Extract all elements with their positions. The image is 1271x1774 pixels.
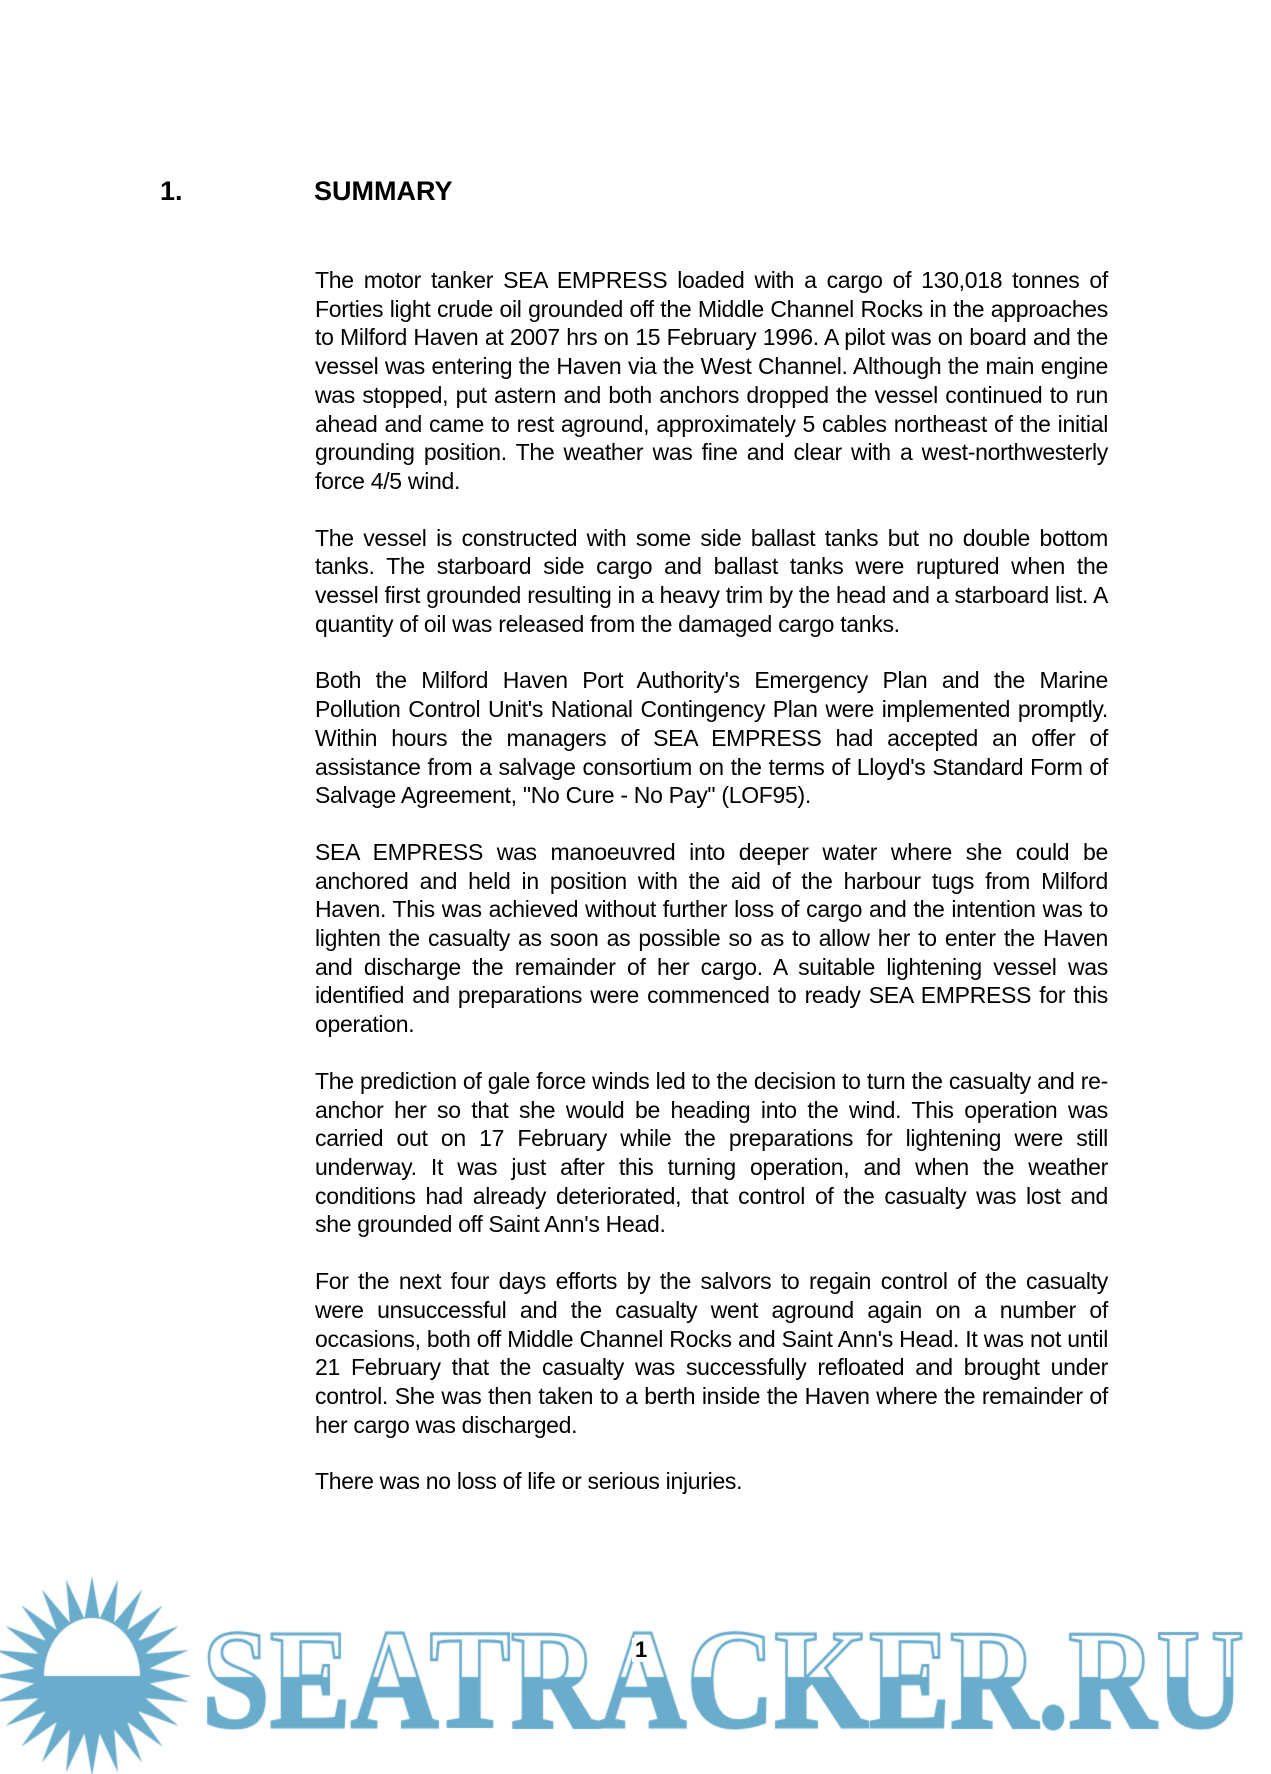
paragraph-3: Both the Milford Haven Port Authority's Emergency Plan and the Marine Pollution Control Unit's National Contingency Plan were implemented promptly. Within hours the managers of SEA EMPRESS had accepted an offer of assistance from a salvage consortium on the terms of Lloyd's Standard Form of Salvage Agreement, "No Cure - No Pay" (LOF95). — [315, 667, 1108, 809]
section-title: SUMMARY — [314, 176, 453, 206]
page-number: 1 — [632, 1638, 650, 1662]
seatracker-watermark-logo — [0, 1575, 1271, 1774]
paragraph-2: The vessel is constructed with some side ballast tanks but no double bottom tanks. The starboard side cargo and ballast tanks were ruptured when the vessel first grounded resulting in a heavy trim by the head and a starboard list. A quantity of oil was released from the damaged cargo tanks. — [315, 524, 1108, 637]
section-number: 1. — [160, 176, 183, 206]
paragraph-5: The prediction of gale force winds led to the decision to turn the casualty and re-anchor her so that she would be heading into the wind. This operation was carried out on 17 February while the preparations for lightening were still underway. It was just after this turning operation, and when the weather conditions had already deteriorated, that control of the casualty was lost and she grounded off Saint Ann's Head. — [315, 1067, 1108, 1238]
paragraph-6: For the next four days efforts by the salvors to regain control of the casualty were unsuccessful and the casualty went aground again on a number of occasions, both off Middle Channel Rocks and Saint Ann's Head. It was not until 21 February that the casualty was successfully refloated and brought under control. She was then taken to a berth inside the Haven where the remainder of her cargo was discharged. — [315, 1268, 1108, 1438]
paragraph-7: There was no loss of life or serious injuries. — [315, 1468, 743, 1495]
paragraph-1: The motor tanker SEA EMPRESS loaded with a cargo of 130,018 tonnes of Forties light crude oil grounded off the Middle Channel Rocks in the approaches to Milford Haven at 2007 hrs on 15 February 1996. A pilot was on board and the vessel was entering the Haven via the West Channel. Although the main engine was stopped, put astern and both anchors dropped the vessel continued to run ahead and came to rest aground, approximately 5 cables northeast of the initial grounding position. The weather was fine and clear with a west-northwesterly force 4/5 wind. — [315, 267, 1108, 494]
paragraph-4: SEA EMPRESS was manoeuvred into deeper water where she could be anchored and held in position with the aid of the harbour tugs from Milford Haven. This was achieved without further loss of cargo and the intention was to lighten the casualty as soon as possible so as to allow her to enter the Haven and discharge the remainder of her cargo. A suitable lightening vessel was identified and preparations were commenced to ready SEA EMPRESS for this operation. — [315, 838, 1108, 1038]
summary-body — [315, 266, 1108, 1524]
